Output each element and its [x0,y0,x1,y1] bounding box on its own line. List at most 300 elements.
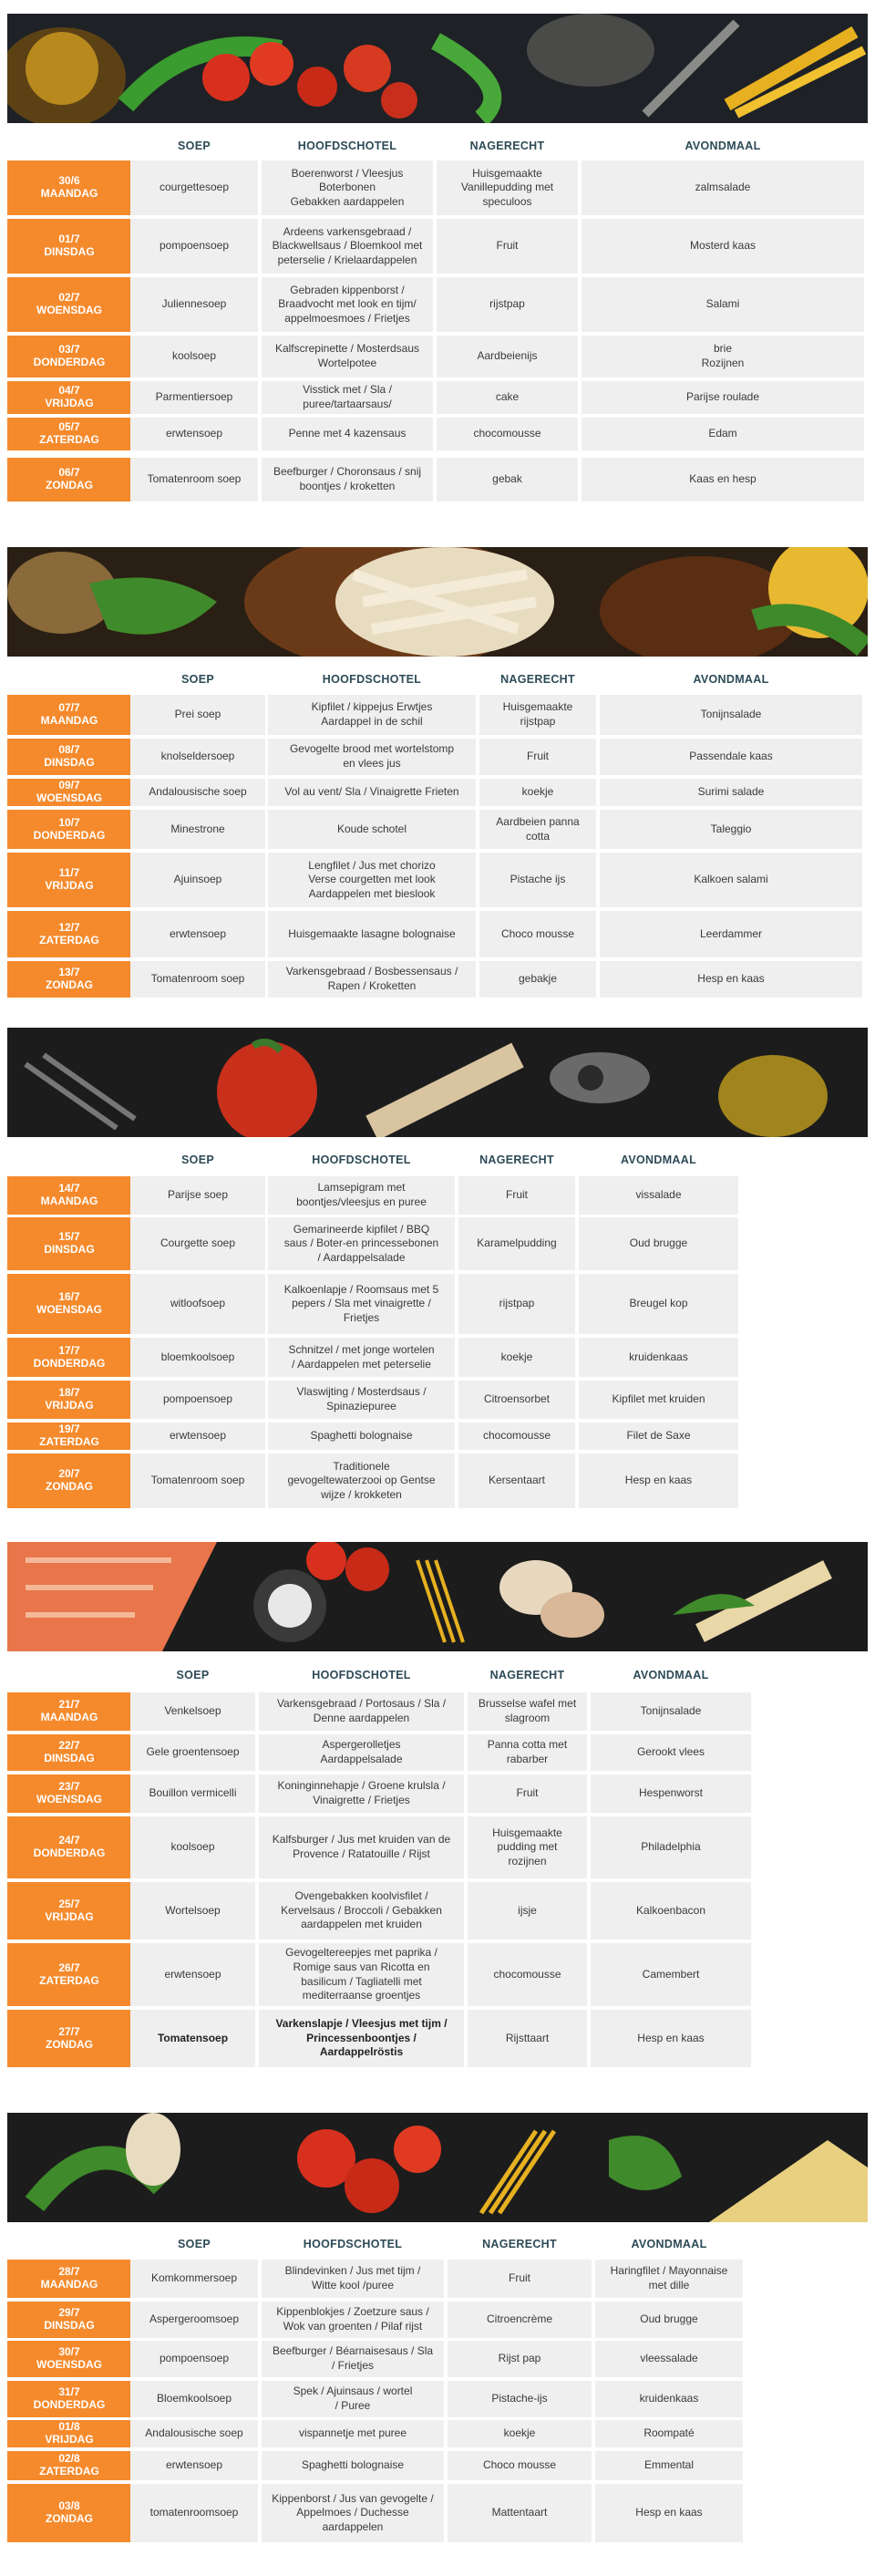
day-date: 30/7 [58,2345,80,2359]
cell-soep-text: erwtensoep [165,2458,223,2472]
day-date: 03/7 [58,343,80,357]
cell-avond-text: Leerdammer [699,926,763,940]
cell-soep [130,160,258,215]
cell-avond [600,911,862,957]
cell-soep [130,219,258,274]
cell-nagerecht-text: Karamelpudding [477,1236,557,1250]
cell-nagerecht [468,1943,587,2006]
cell-avond-text: Mosterd kaas [689,239,757,253]
cell-soep [130,739,265,775]
day-name: MAANDAG [40,714,98,727]
day-name: DINSDAG [44,1752,95,1764]
cell-avond-text: Taleggio [710,822,752,835]
day-date: 16/7 [58,1290,80,1304]
cell-soep [130,1692,255,1731]
cell-soep [130,2451,258,2480]
day-label [7,1274,131,1334]
cell-avond [582,277,864,332]
day-date: 26/7 [58,1960,80,1974]
cell-nagerecht-text: ijsje [518,1903,537,1917]
cell-avond-text: Oud brugge [629,1236,688,1250]
day-date: 19/7 [58,1422,80,1436]
cell-soep-text: Andalousische soep [145,2426,243,2440]
cell-nagerecht [448,2484,592,2542]
cell-hoofd [262,2260,444,2298]
day-name: VRIJDAG [45,397,94,409]
cell-soep-text: pompoensoep [159,239,230,253]
food-banner-5 [7,2113,868,2222]
day-name: VRIJDAG [45,1909,94,1923]
cell-avond-text: Kalkoen salami [694,873,768,886]
cell-hoofd-text: Ovengebakken koolvisfilet / Kervelsaus / Broccoli / Gebakken aardappelen met kruiden [281,1889,442,1931]
cell-nagerecht [479,739,596,775]
cell-hoofd-text: Varkensgebraad / Portosaus / Sla / Denne aardappelen [276,1697,447,1724]
cell-soep-text: Minestrone [170,822,225,835]
cell-soep-text: Juliennesoep [161,297,227,311]
cell-hoofd-text: Kippenborst / Jus van gevogelte / Appelmoes / Duchesse aardappelen [272,2491,434,2533]
cell-nagerecht-text: Mattentaart [491,2506,548,2519]
day-name: DONDERDAG [33,1356,106,1370]
cell-avond [579,1338,738,1377]
cell-avond [600,810,862,849]
food-banner-2 [7,547,868,657]
cell-hoofd-text: Gevogelte brood met wortelstomp en vlees jus [289,742,455,770]
cell-avond-text: Salami [705,297,740,311]
cell-avond [591,1692,751,1731]
cell-nagerecht [448,2381,592,2417]
cell-soep [130,779,265,806]
cell-nagerecht-text: rijstpap [499,1297,535,1310]
column-header-hoofd: HOOFDSCHOTEL [297,140,397,152]
cell-nagerecht [448,2341,592,2377]
cell-nagerecht [437,277,578,332]
day-name: DONDERDAG [33,2398,106,2411]
cell-hoofd-text: Aspergerolletjes Aardappelsalade [320,1738,403,1765]
day-date: 30/6 [58,174,80,188]
cell-nagerecht [468,1774,587,1813]
cell-hoofd [262,2341,444,2377]
cell-nagerecht [479,810,596,849]
cell-avond [582,160,864,215]
cell-nagerecht [458,1454,575,1508]
cell-avond [595,2341,743,2377]
cell-hoofd-text: Gevogeltereepjes met paprika / Romige saus van Ricotta en basilicum / Tagliatelli met mediterraanse groentjes [285,1946,438,2002]
cell-avond-text: kruidenkaas [639,2392,699,2405]
cell-hoofd-text: Spek / Ajuinsaus / wortel / Puree [293,2385,413,2412]
day-label [7,1381,131,1419]
cell-nagerecht [458,1422,575,1450]
day-date: 12/7 [58,920,80,934]
cell-nagerecht-text: Huisgemaakte pudding met rozijnen [492,1826,562,1867]
day-date: 03/8 [58,2499,80,2513]
cell-hoofd [259,1943,464,2006]
cell-hoofd [262,336,433,378]
cell-avond [595,2260,743,2298]
day-label [7,695,131,735]
column-header-hoofd: HOOFDSCHOTEL [322,673,422,686]
cell-hoofd-text: Spaghetti bolognaise [301,2458,405,2472]
cell-nagerecht-text: Huisgemaakte Vanillepudding met speculoos [460,166,554,208]
day-name: MAANDAG [40,1195,98,1207]
cell-avond-text: Emmental [643,2458,695,2472]
day-name: MAANDAG [40,187,98,200]
cell-avond-text: Hesp en kaas [624,1474,693,1487]
cell-avond-text: Breugel kop [629,1297,688,1310]
day-label [7,1774,131,1813]
cell-avond [579,1217,738,1270]
cell-soep-text: Parmentiersoep [155,390,233,404]
day-date: 24/7 [58,1834,80,1847]
cell-soep [130,277,258,332]
cell-avond-text: Hesp en kaas [697,972,765,986]
cell-soep [130,695,265,735]
cell-avond [579,1422,738,1450]
column-header-avond: AVONDMAAL [631,2238,707,2250]
day-name: DINSDAG [44,1243,95,1256]
day-date: 09/7 [58,779,80,792]
cell-hoofd [262,160,433,215]
day-label [7,739,131,775]
cell-soep-text: Parijse soep [167,1188,229,1202]
day-label [7,2484,131,2542]
cell-avond-text: Roompaté [643,2426,695,2440]
day-date: 11/7 [58,866,80,880]
cell-avond [595,2484,743,2542]
day-date: 23/7 [58,1780,80,1794]
cell-avond-text: Parijse roulade [685,390,760,404]
cell-avond [595,2302,743,2338]
cell-soep-text: courgettesoep [159,181,230,194]
cell-soep [130,2260,258,2298]
day-label [7,1943,131,2006]
column-header-soep: SOEP [178,140,211,152]
column-header-avond: AVONDMAAL [633,1669,709,1681]
cell-hoofd [268,1338,455,1377]
cell-nagerecht-text: Huisgemaakte rijstpap [502,700,573,728]
day-date: 14/7 [58,1182,80,1195]
cell-nagerecht-text: chocomousse [482,1429,551,1443]
cell-nagerecht [468,1816,587,1878]
cell-hoofd [259,1734,464,1771]
cell-soep [130,1217,265,1270]
cell-avond-text: zalmsalade [695,181,751,194]
day-label [7,2260,131,2298]
cell-avond [579,1454,738,1508]
cell-avond-text: Passendale kaas [689,750,773,763]
cell-soep-text: Bouillon vermicelli [149,1786,237,1800]
cell-soep [130,1338,265,1377]
cell-nagerecht [468,1734,587,1771]
cell-soep-text: erwtensoep [164,1967,221,1981]
cell-avond-text: vleessalade [640,2352,698,2365]
cell-soep [130,2484,258,2542]
day-date: 18/7 [58,1386,80,1400]
day-name: ZATERDAG [39,933,99,947]
cell-soep-text: knolseldersoep [160,750,235,763]
cell-soep-text: erwtensoep [169,1429,227,1443]
cell-soep-text: Tomatensoep [157,2031,229,2044]
cell-nagerecht [458,1217,575,1270]
day-name: WOENSDAG [36,1793,102,1805]
cell-hoofd [268,1381,455,1419]
cell-avond [591,1774,751,1813]
cell-hoofd-text: Vlaswijting / Mosterdsaus / Spinaziepuree [296,1385,427,1412]
food-banner-1 [7,14,868,123]
cell-soep [130,961,265,998]
cell-soep [130,1274,265,1334]
cell-soep [130,2302,258,2338]
cell-soep [130,1176,265,1215]
cell-soep-text: Tomatenroom soep [147,472,242,486]
cell-nagerecht-text: rijstpap [489,297,525,311]
cell-hoofd-text: Beefburger / Choronsaus / snij boontjes / kroketten [273,465,422,492]
cell-avond [591,1943,751,2006]
cell-avond [595,2420,743,2447]
cell-hoofd-text: Kalkoenlapje / Roomsaus met 5 pepers / Sla met vinaigrette / Frietjes [283,1282,439,1324]
cell-nagerecht [448,2451,592,2480]
cell-soep [130,1882,255,1940]
day-name: ZONDAG [46,479,93,491]
day-name: MAANDAG [40,1711,98,1723]
food-banner-image [7,2113,868,2222]
day-date: 07/7 [58,701,80,715]
day-name: WOENSDAG [36,2358,102,2371]
cell-hoofd-text: Kippenblokjes / Zoetzure saus / Wok van groenten / Pilaf rijst [276,2305,429,2333]
cell-hoofd-text: Penne met 4 kazensaus [288,427,407,440]
day-date: 10/7 [58,815,80,829]
day-label [7,961,131,998]
cell-hoofd [262,2420,444,2447]
cell-soep-text: Andalousische soep [149,785,247,799]
cell-hoofd [262,381,433,414]
cell-nagerecht [437,458,578,502]
day-name: ZONDAG [46,978,93,991]
day-label [7,1422,131,1450]
cell-nagerecht [479,853,596,907]
day-date: 13/7 [58,966,80,979]
day-label [7,2010,131,2067]
cell-avond-text: Philadelphia [641,1840,701,1854]
column-header-hoofd: HOOFDSCHOTEL [312,1669,411,1681]
cell-hoofd [268,779,476,806]
cell-nagerecht [448,2302,592,2338]
cell-soep-text: Ajuinsoep [173,873,222,886]
cell-hoofd-text: Koninginnehapje / Groene krulsla / Vinaigrette / Frietjes [277,1779,446,1806]
day-name: ZONDAG [46,2512,93,2525]
cell-hoofd-text: Beefburger / Béarnaisesaus / Sla / Frietjes [272,2344,434,2372]
cell-nagerecht-text: Brusselse wafel met slagroom [478,1697,577,1724]
cell-soep-text: witloofsoep [170,1297,226,1310]
cell-nagerecht-text: chocomousse [493,1967,561,1981]
column-header-nagerecht: NAGERECHT [479,1154,554,1166]
cell-avond-text: Surimi salade [697,785,765,799]
day-date: 08/7 [58,743,80,757]
cell-hoofd-text: Schnitzel / met jonge wortelen / Aardappelen met peterselie [288,1342,435,1371]
cell-avond [582,458,864,502]
cell-hoofd [259,1882,464,1940]
cell-soep [130,1454,265,1508]
cell-nagerecht-text: Fruit [506,1188,528,1202]
day-date: 25/7 [58,1897,80,1910]
day-date: 22/7 [58,1739,80,1753]
cell-avond-text: kruidenkaas [629,1350,688,1363]
column-header-soep: SOEP [176,1669,210,1681]
day-label [7,810,131,849]
day-date: 29/7 [58,2306,80,2320]
day-date: 31/7 [58,2385,80,2399]
cell-nagerecht-text: chocomousse [473,427,541,440]
food-banner-3 [7,1028,868,1137]
cell-nagerecht-text: Kersentaart [488,1474,546,1487]
cell-avond [600,695,862,735]
day-label [7,160,131,215]
day-label [7,2381,131,2417]
day-label [7,779,131,806]
cell-hoofd-text: Varkenslapje / Vleesjus met tijm / Princessenboontjes / Aardappelröstis [275,2017,448,2059]
cell-nagerecht [479,779,596,806]
cell-hoofd-text: Kipfilet / kippejus Erwtjes Aardappel in de schil [311,700,433,728]
cell-soep-text: Venkelsoep [164,1704,221,1718]
cell-soep-text: bloemkoolsoep [160,1350,235,1363]
cell-hoofd [262,2484,444,2542]
cell-soep [130,911,265,957]
cell-nagerecht-text: Citroensorbet [483,1392,551,1406]
cell-avond [591,1734,751,1771]
cell-soep [130,2420,258,2447]
cell-soep [130,1734,255,1771]
cell-soep-text: Komkommersoep [150,2271,238,2285]
cell-nagerecht-text: koekje [503,2426,536,2440]
cell-hoofd-text: Varkensgebraad / Bosbessensaus / Rapen / Kroketten [285,965,458,992]
cell-nagerecht-text: gebak [492,472,522,486]
column-header-soep: SOEP [181,673,214,686]
cell-avond [582,418,864,450]
cell-soep [130,336,258,378]
cell-hoofd [268,739,476,775]
cell-hoofd [268,1274,455,1334]
cell-nagerecht-text: Panna cotta met rabarber [487,1738,568,1765]
cell-hoofd [259,2010,464,2067]
column-header-nagerecht: NAGERECHT [500,673,575,686]
cell-soep [130,853,265,907]
cell-nagerecht-text: koekje [500,1350,533,1363]
cell-nagerecht [458,1381,575,1419]
cell-soep [130,418,258,450]
cell-soep-text: erwtensoep [169,926,227,940]
cell-hoofd [262,2451,444,2480]
column-header-avond: AVONDMAAL [685,140,761,152]
day-label [7,1176,131,1215]
cell-soep-text: Wortelsoep [165,1903,221,1917]
day-label [7,336,131,378]
cell-avond-text: Tonijnsalade [640,1704,702,1718]
cell-nagerecht [458,1274,575,1334]
cell-nagerecht-text: Fruit [509,2271,530,2285]
cell-hoofd-text: Spaghetti bolognaise [310,1429,413,1443]
cell-hoofd [268,961,476,998]
day-name: ZONDAG [46,1480,93,1493]
day-label [7,1692,131,1731]
cell-nagerecht [458,1338,575,1377]
day-date: 15/7 [58,1230,80,1244]
day-date: 05/7 [58,420,80,434]
day-name: WOENSDAG [36,304,102,316]
cell-avond-text: Kalkoenbacon [635,1903,706,1917]
day-label [7,1816,131,1878]
cell-nagerecht-text: Choco mousse [500,926,575,940]
column-header-soep: SOEP [178,2238,211,2250]
cell-nagerecht-text: Pistache ijs [510,873,566,886]
cell-nagerecht-text: Aardbeien panna cotta [496,814,580,843]
day-label [7,1338,131,1377]
cell-nagerecht [437,381,578,414]
cell-nagerecht-text: cake [495,390,520,404]
cell-hoofd-text: Kalfsburger / Jus met kruiden van de Provence / Ratatouille / Rijst [272,1833,451,1860]
cell-avond-text: Oud brugge [640,2312,698,2326]
food-banner-image [7,547,868,657]
day-name: ZATERDAG [39,1973,99,1987]
cell-hoofd [268,810,476,849]
cell-avond [600,853,862,907]
cell-nagerecht-text: Pistache-ijs [491,2392,548,2405]
cell-hoofd-text: Gebraden kippenborst / Braadvocht met look en tijm/ appelmoesmoes / Frietjes [278,283,417,325]
cell-nagerecht-text: Citroencrème [486,2312,553,2326]
day-date: 21/7 [58,1698,80,1712]
day-label [7,458,131,502]
cell-soep-text: koolsoep [170,1840,215,1854]
column-header-nagerecht: NAGERECHT [489,1669,565,1681]
cell-soep-text: pompoensoep [159,2352,230,2365]
cell-soep [130,458,258,502]
cell-soep-text: Courgette soep [160,1236,236,1250]
cell-hoofd [262,277,433,332]
food-banner-4 [7,1542,868,1651]
cell-hoofd-text: Visstick met / Sla / puree/tartaarsaus/ [303,383,392,410]
day-label [7,2302,131,2338]
cell-nagerecht [468,1882,587,1940]
cell-soep [130,2381,258,2417]
cell-soep [130,1943,255,2006]
cell-nagerecht [458,1176,575,1215]
column-header-hoofd: HOOFDSCHOTEL [303,2238,403,2250]
cell-soep [130,1816,255,1878]
cell-avond-text: Gerookt vlees [636,1745,705,1759]
day-name: ZATERDAG [39,1435,99,1448]
cell-avond [591,2010,751,2067]
cell-avond [600,779,862,806]
cell-nagerecht [437,336,578,378]
cell-hoofd [262,418,433,450]
day-name: VRIJDAG [45,2433,94,2446]
day-name: DONDERDAG [33,1847,106,1859]
day-label [7,277,131,332]
cell-soep-text: Tomatenroom soep [150,972,245,986]
cell-hoofd-text: Ardeens varkensgebraad / Blackwellsaus / Bloemkool met peterselie / Krielaardappelen [272,224,423,266]
column-header-avond: AVONDMAAL [693,673,769,686]
day-label [7,1882,131,1940]
day-date: 02/8 [58,2452,80,2466]
day-date: 17/7 [58,1343,80,1357]
day-name: WOENSDAG [36,791,102,804]
cell-soep [130,1381,265,1419]
cell-nagerecht [479,961,596,998]
cell-hoofd [262,219,433,274]
cell-nagerecht-text: Rijst pap [498,2352,541,2365]
day-date: 02/7 [58,291,80,305]
day-name: DONDERDAG [33,356,106,368]
cell-soep-text: koolsoep [171,349,217,363]
cell-avond-text: Kipfilet met kruiden [612,1392,705,1406]
